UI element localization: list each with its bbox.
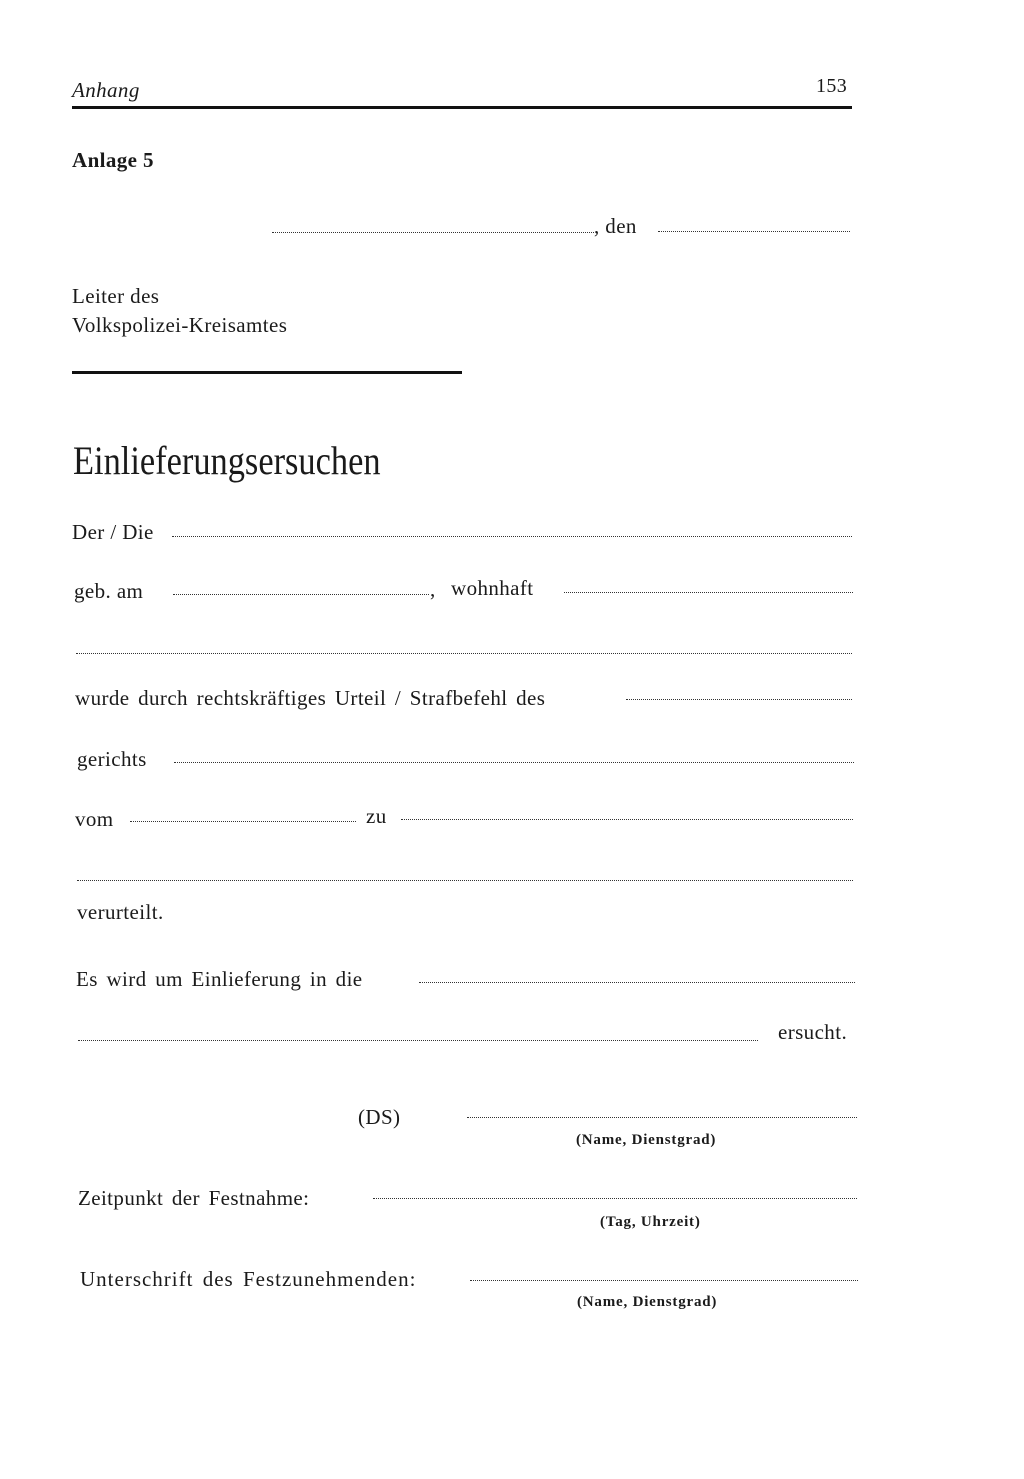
ds-seal-label: (DS) bbox=[358, 1105, 401, 1129]
signature-field[interactable] bbox=[467, 1117, 857, 1118]
date-field[interactable] bbox=[658, 231, 850, 232]
sentence-field-cont[interactable] bbox=[77, 880, 853, 881]
arrestee-signature-field[interactable] bbox=[470, 1280, 858, 1281]
sender-rule bbox=[72, 371, 462, 374]
vom-label: vom bbox=[75, 807, 114, 831]
place-field[interactable] bbox=[272, 232, 594, 233]
court-name-field[interactable] bbox=[174, 762, 854, 763]
signature-caption: (Name, Dienstgrad) bbox=[576, 1132, 717, 1148]
judgment-date-field[interactable] bbox=[130, 821, 356, 822]
page-number: 153 bbox=[816, 75, 848, 97]
court-field[interactable] bbox=[626, 699, 852, 700]
judgment-label: wurde durch rechtskräftiges Urteil / Strafbefehl des bbox=[75, 686, 546, 710]
arrest-time-caption: (Tag, Uhrzeit) bbox=[600, 1214, 701, 1230]
birthdate-field[interactable] bbox=[173, 594, 429, 595]
ersucht-label: ersucht. bbox=[778, 1020, 848, 1044]
arrestee-signature-label: Unterschrift des Festzunehmenden: bbox=[80, 1267, 417, 1291]
der-die-label: Der / Die bbox=[72, 520, 154, 544]
arrest-time-label: Zeitpunkt der Festnahme: bbox=[78, 1186, 310, 1210]
residence-field-cont[interactable] bbox=[76, 653, 852, 654]
verurteilt-label: verurteilt. bbox=[77, 900, 164, 924]
request-label: Es wird um Einlieferung in die bbox=[76, 967, 363, 991]
running-header: Anhang bbox=[72, 78, 140, 102]
wohnhaft-label: wohnhaft bbox=[451, 576, 534, 600]
geb-am-label: geb. am bbox=[74, 579, 144, 603]
name-field[interactable] bbox=[172, 536, 852, 537]
header-rule bbox=[72, 106, 852, 109]
institution-field[interactable] bbox=[419, 982, 855, 983]
attachment-label: Anlage 5 bbox=[72, 148, 154, 172]
sender-line-1: Leiter des bbox=[72, 284, 160, 308]
arrest-time-field[interactable] bbox=[373, 1198, 857, 1199]
arrestee-signature-caption: (Name, Dienstgrad) bbox=[577, 1294, 718, 1310]
den-label: , den bbox=[594, 214, 637, 238]
comma-sep: , bbox=[430, 577, 436, 601]
gerichts-label: gerichts bbox=[77, 747, 147, 771]
institution-field-cont[interactable] bbox=[78, 1040, 758, 1041]
residence-field[interactable] bbox=[564, 592, 853, 593]
sender-line-2: Volkspolizei-Kreisamtes bbox=[72, 313, 288, 337]
sentence-field[interactable] bbox=[401, 819, 853, 820]
form-title: Einlieferungsersuchen bbox=[73, 438, 381, 483]
zu-label: zu bbox=[366, 804, 387, 828]
